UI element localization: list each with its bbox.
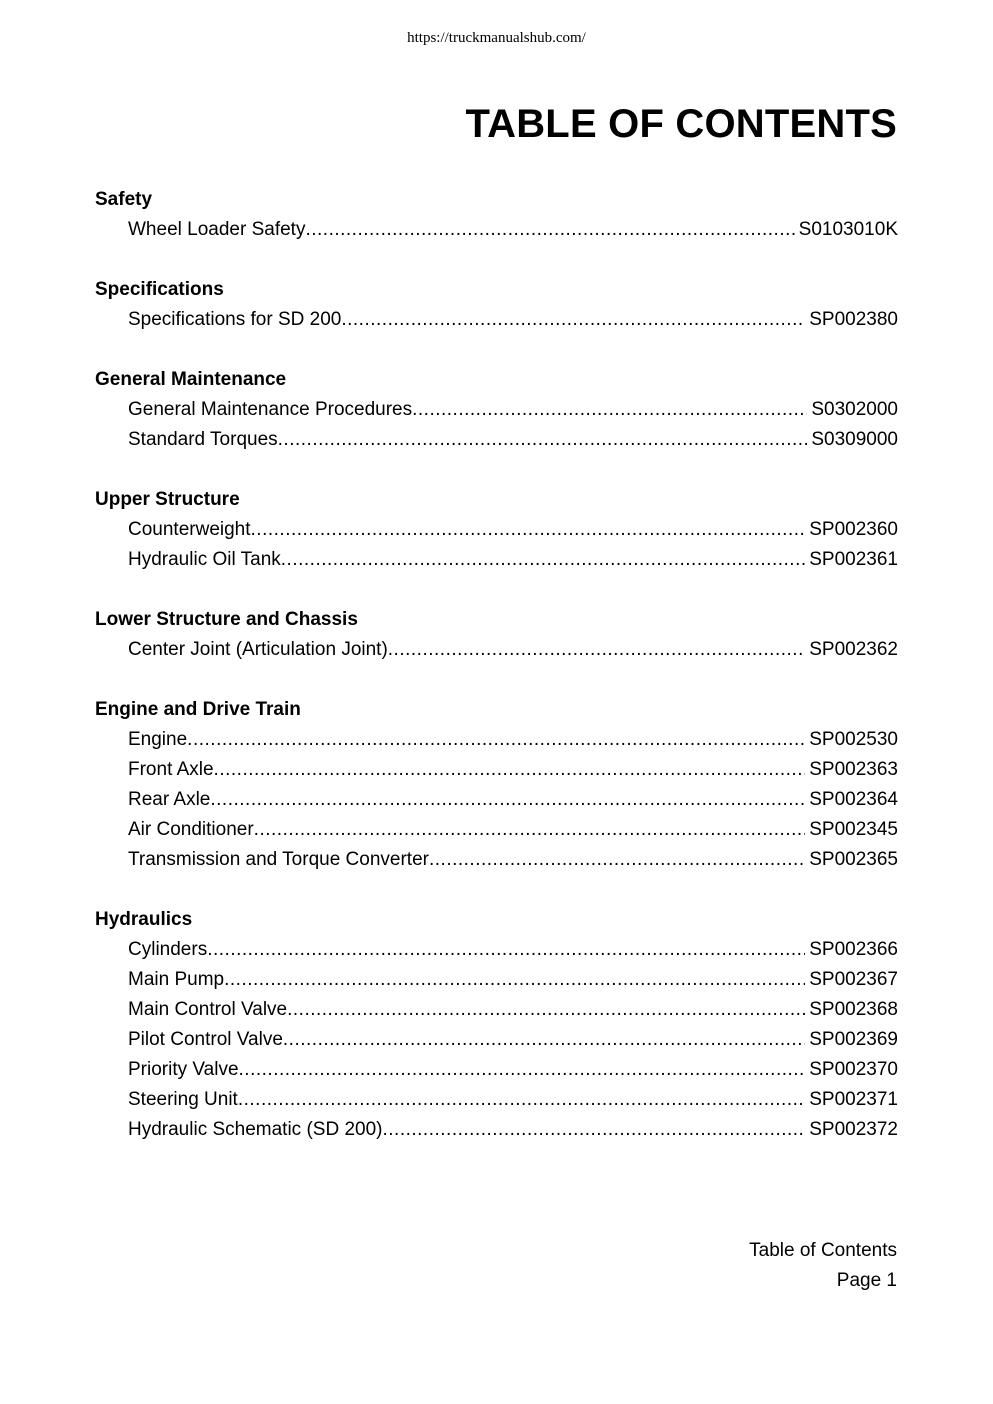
toc-entry-code: S0302000 bbox=[811, 399, 898, 420]
toc-entry-code: SP002345 bbox=[809, 819, 898, 840]
toc-entry[interactable] bbox=[95, 995, 898, 1025]
toc-entry-code: SP002368 bbox=[809, 999, 898, 1020]
toc-entry-code: SP002380 bbox=[809, 309, 898, 330]
section-heading: Upper Structure bbox=[95, 489, 240, 510]
toc-entry[interactable] bbox=[95, 845, 898, 875]
toc-entry-code: SP002369 bbox=[809, 1029, 898, 1050]
dot-leader bbox=[210, 785, 805, 815]
toc-entry-code: S0309000 bbox=[811, 429, 898, 450]
toc-entry-label: Standard Torques bbox=[128, 429, 278, 450]
dot-leader bbox=[278, 425, 808, 455]
toc-entry-label: Wheel Loader Safety bbox=[128, 219, 306, 240]
toc-entry[interactable] bbox=[95, 725, 898, 755]
dot-leader bbox=[305, 215, 794, 245]
toc-entry-code: SP002366 bbox=[809, 939, 898, 960]
toc-entry-code: SP002530 bbox=[809, 729, 898, 750]
section-heading: Engine and Drive Train bbox=[95, 699, 301, 720]
toc-entry-label: General Maintenance Procedures bbox=[128, 399, 413, 420]
dot-leader bbox=[224, 965, 805, 995]
toc-entry-code: S0103010K bbox=[798, 219, 898, 240]
toc-entry[interactable] bbox=[95, 515, 898, 545]
toc-entry-code: SP002367 bbox=[809, 969, 898, 990]
toc-entry[interactable] bbox=[95, 215, 898, 245]
toc-entry-code: SP002370 bbox=[809, 1059, 898, 1080]
dot-leader bbox=[412, 395, 807, 425]
toc-entry-label: Cylinders bbox=[128, 939, 208, 960]
dot-leader bbox=[341, 305, 805, 335]
dot-leader bbox=[187, 725, 805, 755]
section-heading: General Maintenance bbox=[95, 369, 287, 390]
toc-entry[interactable] bbox=[95, 1055, 898, 1085]
toc-entry[interactable] bbox=[95, 815, 898, 845]
toc-entry-label: Air Conditioner bbox=[128, 819, 254, 840]
dot-leader bbox=[287, 995, 805, 1025]
dot-leader bbox=[388, 635, 805, 665]
toc-entry-code: SP002371 bbox=[809, 1089, 898, 1110]
toc-entry-code: SP002360 bbox=[809, 519, 898, 540]
dot-leader bbox=[382, 1115, 805, 1145]
dot-leader bbox=[254, 815, 806, 845]
toc-section bbox=[95, 695, 898, 875]
footer-page-number: Page 1 bbox=[836, 1270, 897, 1291]
toc-entry[interactable] bbox=[95, 965, 898, 995]
toc-section bbox=[95, 275, 898, 335]
toc-entry[interactable] bbox=[95, 935, 898, 965]
toc-entry-label: Hydraulic Schematic (SD 200) bbox=[128, 1119, 383, 1140]
table-of-contents bbox=[95, 185, 898, 1175]
toc-entry-label: Main Control Valve bbox=[128, 999, 288, 1020]
toc-entry-label: Front Axle bbox=[128, 759, 214, 780]
toc-entry-label: Steering Unit bbox=[128, 1089, 238, 1110]
dot-leader bbox=[281, 545, 805, 575]
dot-leader bbox=[429, 845, 805, 875]
toc-entry[interactable] bbox=[95, 545, 898, 575]
footer-document-title: Table of Contents bbox=[749, 1240, 897, 1261]
toc-entry[interactable] bbox=[95, 305, 898, 335]
toc-entry-code: SP002365 bbox=[809, 849, 898, 870]
source-url[interactable]: https://truckmanualshub.com/ bbox=[407, 30, 586, 46]
toc-entry-label: Main Pump bbox=[128, 969, 225, 990]
toc-entry-code: SP002364 bbox=[809, 789, 898, 810]
toc-section bbox=[95, 185, 898, 245]
toc-entry-label: Specifications for SD 200 bbox=[128, 309, 342, 330]
toc-entry[interactable] bbox=[95, 755, 898, 785]
toc-entry-code: SP002361 bbox=[809, 549, 898, 570]
toc-entry-label: Engine bbox=[128, 729, 188, 750]
toc-entry-label: Transmission and Torque Converter bbox=[128, 849, 429, 870]
toc-entry[interactable] bbox=[95, 1115, 898, 1145]
toc-entry[interactable] bbox=[95, 1085, 898, 1115]
toc-section bbox=[95, 485, 898, 575]
toc-entry-label: Pilot Control Valve bbox=[128, 1029, 283, 1050]
dot-leader bbox=[214, 755, 806, 785]
toc-entry[interactable] bbox=[95, 425, 898, 455]
section-heading: Hydraulics bbox=[95, 909, 193, 930]
toc-section bbox=[95, 905, 898, 1145]
toc-entry-label: Counterweight bbox=[128, 519, 251, 540]
toc-entry-code: SP002362 bbox=[809, 639, 898, 660]
dot-leader bbox=[207, 935, 805, 965]
toc-entry-label: Center Joint (Articulation Joint) bbox=[128, 639, 388, 660]
section-heading: Lower Structure and Chassis bbox=[95, 609, 358, 630]
toc-entry-label: Rear Axle bbox=[128, 789, 211, 810]
dot-leader bbox=[238, 1085, 805, 1115]
toc-entry[interactable] bbox=[95, 635, 898, 665]
dot-leader bbox=[239, 1055, 806, 1085]
toc-entry-label: Priority Valve bbox=[128, 1059, 239, 1080]
toc-entry-label: Hydraulic Oil Tank bbox=[128, 549, 281, 570]
section-heading: Safety bbox=[95, 189, 153, 210]
toc-section bbox=[95, 605, 898, 665]
section-heading: Specifications bbox=[95, 279, 224, 300]
page-footer bbox=[749, 1236, 897, 1296]
toc-entry[interactable] bbox=[95, 785, 898, 815]
dot-leader bbox=[283, 1025, 805, 1055]
page-title: TABLE OF CONTENTS bbox=[465, 102, 897, 146]
toc-entry[interactable] bbox=[95, 1025, 898, 1055]
toc-section bbox=[95, 365, 898, 455]
dot-leader bbox=[251, 515, 806, 545]
toc-entry-code: SP002363 bbox=[809, 759, 898, 780]
toc-entry[interactable] bbox=[95, 395, 898, 425]
toc-entry-code: SP002372 bbox=[809, 1119, 898, 1140]
